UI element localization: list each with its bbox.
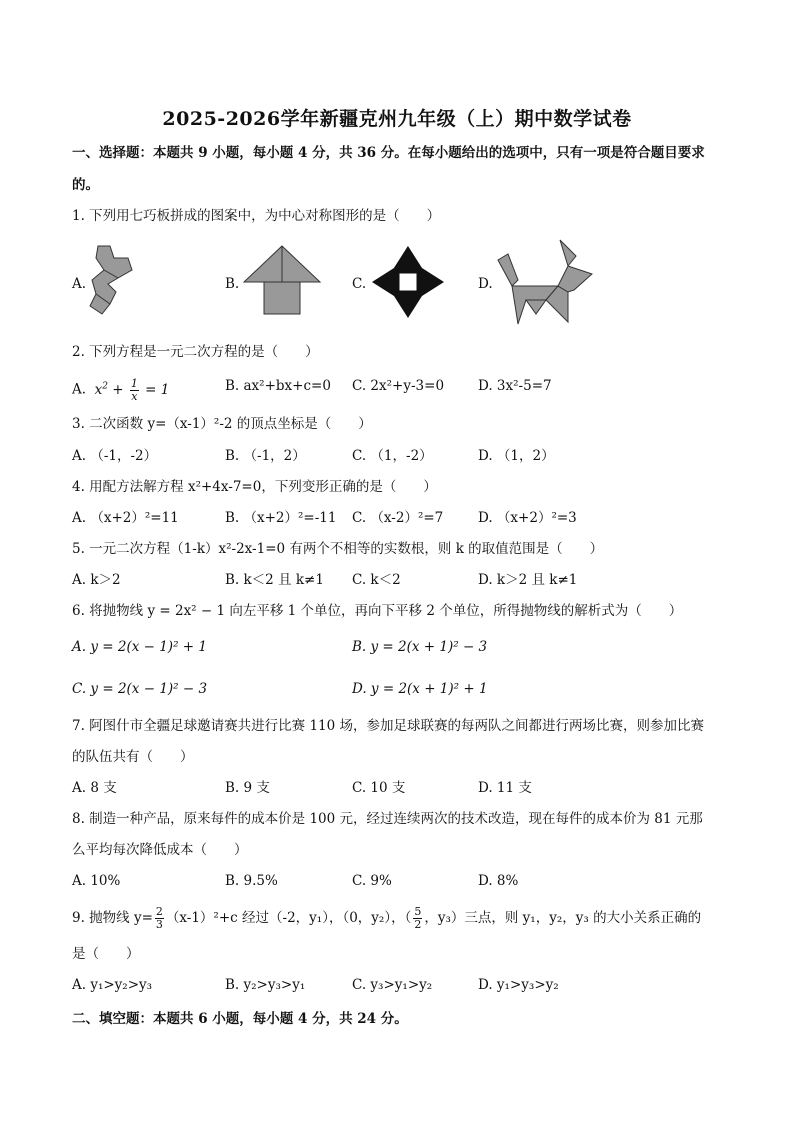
q2-stem: 2. 下列方程是一元二次方程的是（ ） — [72, 344, 319, 360]
q4-stem: 4. 用配方法解方程 x²+4x-7=0，下列变形正确的是（ ） — [72, 479, 437, 495]
q4-option-b: B. （x+2）²=-11 — [225, 510, 337, 526]
q3-stem: 3. 二次函数 y=（x-1）²-2 的顶点坐标是（ ） — [72, 416, 372, 432]
q1-figure-d-dog — [496, 238, 596, 326]
exam-title: 2025-2026学年新疆克州九年级（上）期中数学试卷 — [162, 108, 632, 130]
q9-fraction-point — [413, 906, 422, 931]
q8-option-d: D. 8% — [478, 873, 519, 889]
q7-stem-line2: 的队伍共有（ ） — [72, 749, 194, 765]
q7-option-c: C. 10 支 — [352, 780, 406, 796]
q2-option-a — [72, 376, 169, 403]
q9-frac-den: 3 — [155, 918, 163, 931]
q2-option-d: D. 3x²-5=7 — [478, 378, 552, 394]
q7-option-d: D. 11 支 — [478, 780, 532, 796]
q9-frac2-num: 5 — [414, 905, 422, 918]
q5-option-d: D. k＞2 且 k≠1 — [478, 572, 578, 588]
q1-figure-c-pinwheel — [370, 244, 446, 320]
q8-stem-line1: 8. 制造一种产品，原来每件的成本价是 100 元，经过连续两次的技术改造，现在每件的成本价为 81 元那 — [72, 811, 703, 827]
q3-option-b: B. （-1，2） — [225, 448, 306, 464]
q9-stem-line1 — [72, 906, 701, 931]
q9-option-d: D. y₁>y₃>y₂ — [478, 977, 559, 993]
q1-figure-a-rabbit — [88, 244, 134, 316]
q7-option-a: A. 8 支 — [72, 780, 117, 796]
section1-heading-line2: 的。 — [72, 177, 99, 193]
q5-option-b: B. k＜2 且 k≠1 — [225, 572, 324, 588]
q4-option-a: A. （x+2）²=11 — [72, 510, 179, 526]
q8-option-c: C. 9% — [352, 873, 392, 889]
q1-option-d-label: D. — [478, 276, 493, 292]
q9-option-b: B. y₂>y₃>y₁ — [225, 977, 306, 993]
section1-heading-line1: 一、选择题：本题共 9 小题，每小题 4 分，共 36 分。在每小题给出的选项中，只有一项是符合题目要求 — [72, 145, 705, 161]
q7-option-b: B. 9 支 — [225, 780, 270, 796]
q1-option-b-label: B. — [225, 276, 240, 292]
q5-stem: 5. 一元二次方程（1-k）x²-2x-1=0 有两个不相等的实数根，则 k 的取值范围是（ ） — [72, 541, 604, 557]
q2-option-b: B. ax²+bx+c=0 — [225, 378, 331, 394]
q9-stem-pre: 9. 抛物线 y= — [72, 910, 153, 926]
q3-option-d: D. （1，2） — [478, 448, 555, 464]
q9-stem-mid: （x-1）²+c 经过（-2，y₁），（0，y₂），（ — [165, 910, 412, 926]
q6-option-a: A. y = 2(x − 1)² + 1 — [72, 639, 207, 655]
q9-frac-num: 2 — [155, 905, 163, 918]
q4-option-d: D. （x+2）²=3 — [478, 510, 577, 526]
q8-stem-line2: 么平均每次降低成本（ ） — [72, 842, 248, 858]
q2-option-a-label: A. — [72, 381, 87, 398]
q8-option-a: A. 10% — [72, 873, 121, 889]
section2-heading: 二、填空题：本题共 6 小题，每小题 4 分，共 24 分。 — [72, 1011, 408, 1027]
q9-stem-line2: 是（ ） — [72, 946, 140, 962]
q5-option-a: A. k＞2 — [72, 572, 121, 588]
q9-frac2-den: 2 — [414, 918, 422, 931]
q9-option-a: A. y₁>y₂>y₃ — [72, 977, 153, 993]
q6-option-b: B. y = 2(x + 1)² − 3 — [352, 639, 488, 655]
q9-stem-post: ，y₃）三点，则 y₁，y₂，y₃ 的大小关系正确的 — [424, 910, 702, 926]
q1-stem: 1. 下列用七巧板拼成的图案中，为中心对称图形的是（ ） — [72, 208, 441, 224]
q2-option-c: C. 2x²+y-3=0 — [352, 378, 445, 394]
q6-stem: 6. 将抛物线 y = 2x² − 1 向左平移 1 个单位，再向下平移 2 个单位，所得抛物线的解析式为（ ） — [72, 603, 683, 619]
q4-option-c: C. （x-2）²=7 — [352, 510, 444, 526]
q7-stem-line1: 7. 阿图什市全疆足球邀请赛共进行比赛 110 场，参加足球联赛的每两队之间都进行两场比赛，则参加比赛 — [72, 718, 705, 734]
q5-option-c: C. k＜2 — [352, 572, 401, 588]
q9-fraction-coefficient — [155, 906, 164, 931]
q6-option-d: D. y = 2(x + 1)² + 1 — [352, 681, 488, 697]
q6-option-c: C. y = 2(x − 1)² − 3 — [72, 681, 208, 697]
q8-option-b: B. 9.5% — [225, 873, 278, 889]
q3-option-a: A. （-1，-2） — [72, 448, 158, 464]
q2-option-a-expr: $x^2$ + $\frac{1}{x}$ = 1 — [90, 376, 170, 403]
q1-option-c-label: C. — [352, 276, 367, 292]
q9-option-c: C. y₃>y₁>y₂ — [352, 977, 433, 993]
q1-figure-b-arrow — [242, 244, 322, 316]
q3-option-c: C. （1，-2） — [352, 448, 433, 464]
q1-option-a-label: A. — [72, 276, 87, 292]
